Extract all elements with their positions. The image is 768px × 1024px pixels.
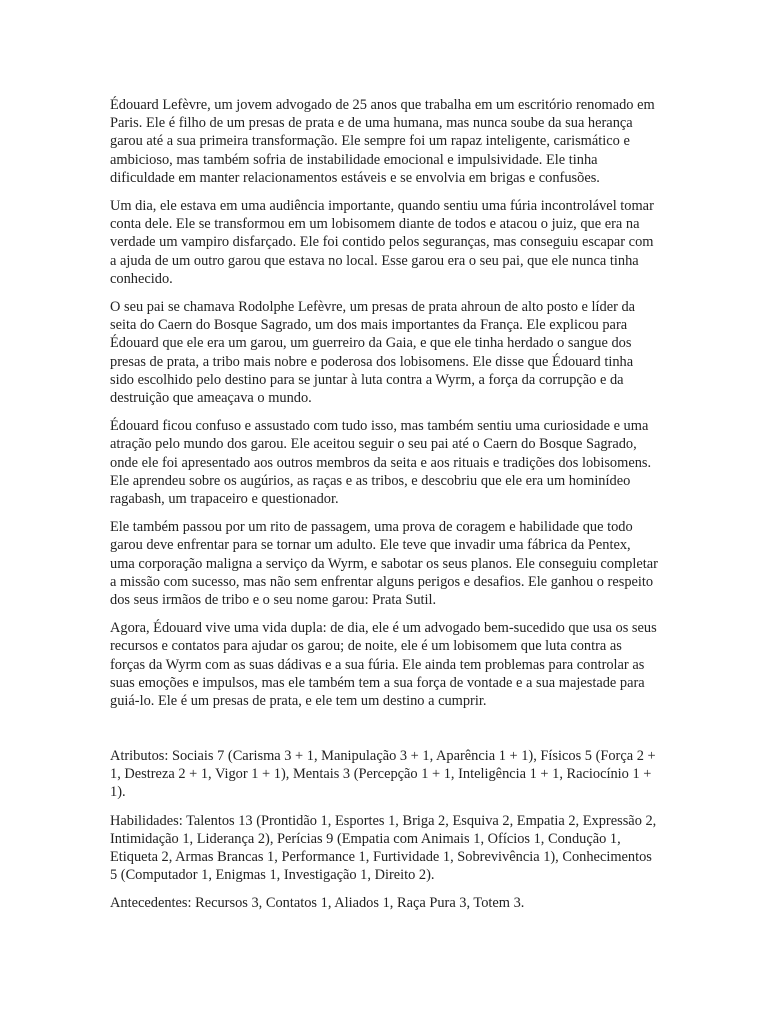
habilidades-paragraph: Habilidades: Talentos 13 (Prontidão 1, Esportes 1, Briga 2, Esquiva 2, Empatia 2, Expressão 2, Intimidação 1, Liderança 2), Perícias 9 (Empatia com Animais 1, Ofícios 1, Condução 1, Etiqueta 2, Armas Brancas 1, Performance 1, Furtividade 1, Sobrevivência 1), Conhecimentos 5 (Computador 1, Enigmas 1, Investigação 1, Direito 2). — [110, 812, 657, 884]
stats-section — [110, 747, 658, 923]
story-paragraph-4: Édouard ficou confuso e assustado com tudo isso, mas também sentiu uma curiosidade e uma atração pelo mundo dos garou. Ele aceitou seguir o seu pai até o Caern do Bosque Sagrado, onde ele foi apresentado aos outros membros da seita e aos rituais e tradições dos lobisomens. Ele aprendeu sobre os augúrios, as raças e as tribos, e descobriu que ele era um hominídeo ragabash, um trapaceiro e questionador. — [110, 418, 652, 508]
story-paragraph-1: Édouard Lefèvre, um jovem advogado de 25 anos que trabalha em um escritório renomado em Paris. Ele é filho de um presas de prata e de uma humana, mas nunca soube da sua herança garou até a sua primeira transformação. Ele sempre foi um rapaz inteligente, carismático e ambicioso, mas também sofria de instabilidade emocional e impulsividade. Ele tinha dificuldade em manter relacionamentos estáveis e se envolvia em brigas e confusões. — [110, 97, 655, 186]
story-section — [110, 96, 658, 720]
story-paragraph-3: O seu pai se chamava Rodolphe Lefèvre, um presas de prata ahroun de alto posto e líder da seita do Caern do Bosque Sagrado, um dos mais importantes da França. Ele explicou para Édouard que ele era um garou, um guerreiro da Gaia, e que ele tinha herdado o sangue dos presas de prata, a tribo mais nobre e poderosa dos lobisomens. Ele disse que Édouard tinha sido escolhido pelo destino para se juntar à luta contra a Wyrm, a força da corrupção e da destruição que ameaçava o mundo. — [110, 299, 636, 407]
story-paragraph-2: Um dia, ele estava em uma audiência importante, quando sentiu uma fúria incontrolável tomar conta dele. Ele se transformou em um lobisomem diante de todos e atacou o juiz, que era na verdade um vampiro disfarçado. Ele foi contido pelos seguranças, mas conseguiu escapar com a ajuda de um outro garou que estava no local. Esse garou era o seu pai, que ele nunca tinha conhecido. — [110, 198, 654, 287]
antecedentes-paragraph: Antecedentes: Recursos 3, Contatos 1, Aliados 1, Raça Pura 3, Totem 3. — [110, 895, 525, 912]
atributos-paragraph: Atributos: Sociais 7 (Carisma 3 + 1, Manipulação 3 + 1, Aparência 1 + 1), Físicos 5 (Força 2 + 1, Destreza 2 + 1, Vigor 1 + 1), Mentais 3 (Percepção 1 + 1, Inteligência 1 + 1, Raciocínio 1 + 1). — [110, 748, 656, 801]
story-paragraph-6: Agora, Édouard vive uma vida dupla: de dia, ele é um advogado bem-sucedido que usa os seus recursos e contatos para ajudar os garou; de noite, ele é um lobisomem que luta contra as forças da Wyrm com as suas dádivas e a sua fúria. Ele ainda tem problemas para controlar as suas emoções e impulsos, mas ele também tem a sua força de vontade e a sua majestade para guiá-lo. Ele é um presas de prata, e ele tem um destino a cumprir. — [110, 620, 657, 710]
story-paragraph-5: Ele também passou por um rito de passagem, uma prova de coragem e habilidade que todo garou deve enfrentar para se tornar um adulto. Ele teve que invadir uma fábrica da Pentex, uma corporação maligna a serviço da Wyrm, e sabotar os seus planos. Ele conseguiu completar a missão com sucesso, mas não sem enfrentar alguns perigos e desafios. Ele ganhou o respeito dos seus irmãos de tribo e o seu nome garou: Prata Sutil. — [110, 519, 658, 609]
